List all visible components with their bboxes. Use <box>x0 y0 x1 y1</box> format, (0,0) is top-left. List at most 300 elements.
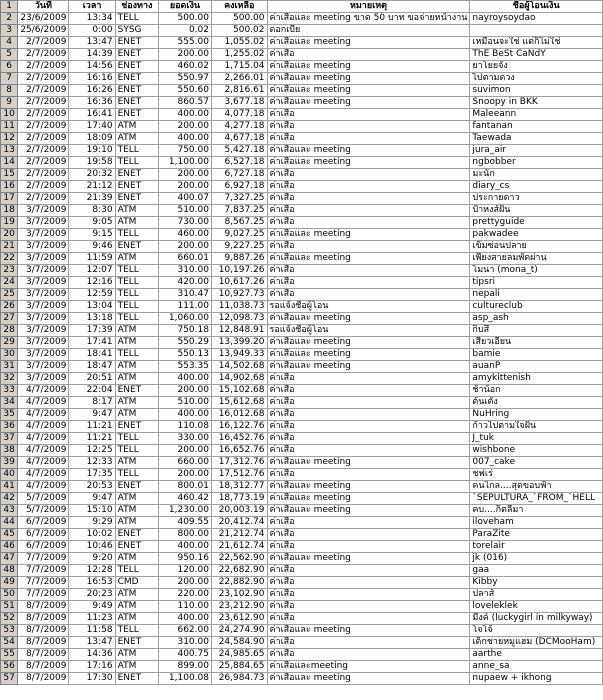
cell-sender[interactable]: jura_air <box>470 145 603 157</box>
cell-time[interactable]: 12:28 <box>69 565 115 577</box>
cell-sender[interactable]: `SEPULTURA_`FROM_`HELL <box>470 493 603 505</box>
cell-balance[interactable]: 22,682.90 <box>211 565 267 577</box>
cell-time[interactable]: 21:12 <box>69 181 115 193</box>
cell-note[interactable]: ค่าเสื้อและ meeting <box>267 229 470 241</box>
cell-note[interactable]: ค่าเสื้อ <box>267 589 470 601</box>
cell-balance[interactable]: 21,612.74 <box>211 541 267 553</box>
cell-time[interactable]: 10:02 <box>69 529 115 541</box>
row-number[interactable]: 52 <box>1 613 18 625</box>
cell-sender[interactable]: โมนา (mona_t) <box>470 265 603 277</box>
cell-time[interactable]: 11:59 <box>69 253 115 265</box>
cell-balance[interactable]: 23,612.90 <box>211 613 267 625</box>
cell-amount[interactable]: 200.00 <box>158 121 211 133</box>
cell-channel[interactable]: TELL <box>115 301 158 313</box>
cell-sender[interactable]: J_tuk <box>470 433 603 445</box>
cell-channel[interactable]: ATM <box>115 373 158 385</box>
cell-sender[interactable]: iloveham <box>470 517 603 529</box>
cell-note[interactable]: ค่าเสื้อ <box>267 649 470 661</box>
cell-date[interactable]: 8/7/2009 <box>18 625 69 637</box>
cell-balance[interactable]: 16,012.68 <box>211 409 267 421</box>
cell-date[interactable]: 2/7/2009 <box>18 121 69 133</box>
cell-note[interactable]: ค่าเสื้อ <box>267 277 470 289</box>
cell-amount[interactable]: 460.42 <box>158 493 211 505</box>
cell-date[interactable]: 2/7/2009 <box>18 49 69 61</box>
cell-note[interactable]: ค่าเสื้อและ meeting <box>267 61 470 73</box>
cell-sender[interactable]: กิ๊บสึ <box>470 325 603 337</box>
cell-sender[interactable]: jk (016) <box>470 553 603 565</box>
cell-sender[interactable]: NuHring <box>470 409 603 421</box>
cell-date[interactable]: 8/7/2009 <box>18 601 69 613</box>
cell-channel[interactable]: ENET <box>115 673 158 685</box>
cell-channel[interactable]: ATM <box>115 601 158 613</box>
row-number[interactable]: 14 <box>1 157 18 169</box>
cell-balance[interactable]: 1,255.02 <box>211 49 267 61</box>
cell-balance[interactable]: 1,715.04 <box>211 61 267 73</box>
cell-sender[interactable]: Maleeann <box>470 109 603 121</box>
cell-note[interactable]: รอแจ้งชื่อผู้โอน <box>267 325 470 337</box>
cell-balance[interactable]: 26,984.73 <box>211 673 267 685</box>
row-number[interactable]: 10 <box>1 109 18 121</box>
cell-time[interactable]: 11:21 <box>69 433 115 445</box>
cell-note[interactable]: ค่าเสื้อ <box>267 613 470 625</box>
row-number[interactable]: 2 <box>1 13 18 25</box>
cell-sender[interactable]: ParaZite <box>470 529 603 541</box>
cell-amount[interactable]: 550.60 <box>158 85 211 97</box>
cell-balance[interactable]: 24,985.65 <box>211 649 267 661</box>
cell-amount[interactable]: 400.07 <box>158 193 211 205</box>
cell-sender[interactable]: ช้าน้อก <box>470 385 603 397</box>
row-number[interactable]: 13 <box>1 145 18 157</box>
cell-sender[interactable]: loveleklek <box>470 601 603 613</box>
row-number[interactable]: 8 <box>1 85 18 97</box>
cell-note[interactable]: ค่าเสื้อ <box>267 529 470 541</box>
cell-balance[interactable]: 13,949.33 <box>211 349 267 361</box>
row-number[interactable]: 5 <box>1 49 18 61</box>
cell-balance[interactable]: 4,077.18 <box>211 109 267 121</box>
cell-date[interactable]: 6/7/2009 <box>18 517 69 529</box>
cell-time[interactable]: 18:47 <box>69 361 115 373</box>
cell-channel[interactable]: ATM <box>115 649 158 661</box>
row-number[interactable]: 42 <box>1 493 18 505</box>
row-number[interactable]: 26 <box>1 301 18 313</box>
cell-time[interactable]: 17:40 <box>69 121 115 133</box>
cell-time[interactable]: 17:16 <box>69 661 115 673</box>
cell-channel[interactable]: ATM <box>115 613 158 625</box>
cell-date[interactable]: 3/7/2009 <box>18 349 69 361</box>
cell-amount[interactable]: 200.00 <box>158 385 211 397</box>
cell-amount[interactable]: 660.01 <box>158 253 211 265</box>
cell-sender[interactable]: nayroysoydao <box>470 13 603 25</box>
cell-date[interactable]: 2/7/2009 <box>18 193 69 205</box>
cell-amount[interactable]: 1,100.08 <box>158 673 211 685</box>
cell-note[interactable]: ค่าเสื้อ <box>267 193 470 205</box>
cell-channel[interactable]: ATM <box>115 409 158 421</box>
cell-date[interactable]: 4/7/2009 <box>18 385 69 397</box>
row-number[interactable]: 48 <box>1 565 18 577</box>
cell-note[interactable]: ค่าเสื้อ <box>267 289 470 301</box>
cell-date[interactable]: 2/7/2009 <box>18 157 69 169</box>
cell-sender[interactable]: ยาโยยจัง <box>470 61 603 73</box>
row-number[interactable]: 6 <box>1 61 18 73</box>
cell-channel[interactable]: ATM <box>115 517 158 529</box>
cell-amount[interactable]: 750.00 <box>158 145 211 157</box>
cell-note[interactable]: ค่าเสื้อ <box>267 49 470 61</box>
cell-balance[interactable]: 12,848.91 <box>211 325 267 337</box>
cell-date[interactable]: 3/7/2009 <box>18 277 69 289</box>
cell-sender[interactable]: 007_cake <box>470 457 603 469</box>
cell-note[interactable]: ค่าเสื้อ <box>267 205 470 217</box>
row-number[interactable]: 11 <box>1 121 18 133</box>
cell-amount[interactable]: 310.00 <box>158 265 211 277</box>
cell-time[interactable]: 20:51 <box>69 373 115 385</box>
cell-note[interactable]: ค่าเสื้อ <box>267 409 470 421</box>
cell-channel[interactable]: TELL <box>115 145 158 157</box>
cell-note[interactable]: ค่าเสื้อ <box>267 385 470 397</box>
cell-balance[interactable]: 11,038.73 <box>211 301 267 313</box>
cell-time[interactable]: 18:41 <box>69 349 115 361</box>
cell-date[interactable]: 2/7/2009 <box>18 145 69 157</box>
cell-balance[interactable]: 500.00 <box>211 13 267 25</box>
cell-sender[interactable]: tipsri <box>470 277 603 289</box>
row-number[interactable]: 41 <box>1 481 18 493</box>
cell-note[interactable]: ค่าเสื้อ <box>267 265 470 277</box>
cell-balance[interactable]: 24,274.90 <box>211 625 267 637</box>
cell-note[interactable]: ค่าเสื้อ <box>267 517 470 529</box>
cell-time[interactable]: 13:34 <box>69 13 115 25</box>
cell-note[interactable]: ค่าเสื้อ <box>267 601 470 613</box>
cell-channel[interactable]: TELL <box>115 277 158 289</box>
cell-balance[interactable]: 10,927.73 <box>211 289 267 301</box>
cell-sender[interactable]: diary_cs <box>470 181 603 193</box>
cell-time[interactable]: 21:39 <box>69 193 115 205</box>
cell-balance[interactable]: 6,927.18 <box>211 181 267 193</box>
cell-sender[interactable]: ThE BeSt CaNdY <box>470 49 603 61</box>
cell-date[interactable]: 3/7/2009 <box>18 325 69 337</box>
row-number[interactable]: 36 <box>1 421 18 433</box>
cell-balance[interactable]: 25,884.65 <box>211 661 267 673</box>
cell-date[interactable]: 3/7/2009 <box>18 301 69 313</box>
cell-balance[interactable]: 23,212.90 <box>211 601 267 613</box>
cell-channel[interactable]: ENET <box>115 541 158 553</box>
cell-note[interactable]: ค่าเสื้อ <box>267 169 470 181</box>
cell-time[interactable]: 20:32 <box>69 169 115 181</box>
cell-date[interactable]: 4/7/2009 <box>18 409 69 421</box>
cell-balance[interactable]: 18,312.77 <box>211 481 267 493</box>
cell-note[interactable]: ค่าเสื้อและ meeting <box>267 145 470 157</box>
cell-balance[interactable]: 2,816.61 <box>211 85 267 97</box>
cell-sender[interactable]: suvimon <box>470 85 603 97</box>
row-number[interactable]: 3 <box>1 25 18 37</box>
cell-channel[interactable]: ATM <box>115 133 158 145</box>
row-number[interactable]: 4 <box>1 37 18 49</box>
cell-channel[interactable]: ATM <box>115 553 158 565</box>
cell-sender[interactable]: มีงค์ (luckygirl in milkyway) <box>470 613 603 625</box>
cell-date[interactable]: 6/7/2009 <box>18 541 69 553</box>
cell-channel[interactable]: ENET <box>115 109 158 121</box>
cell-sender[interactable]: ปลาส์ <box>470 589 603 601</box>
cell-date[interactable]: 2/7/2009 <box>18 181 69 193</box>
cell-time[interactable]: 17:39 <box>69 325 115 337</box>
cell-date[interactable]: 23/6/2009 <box>18 13 69 25</box>
cell-note[interactable]: ค่าเสื้อและ meeting <box>267 37 470 49</box>
cell-sender[interactable]: ประกายดาว <box>470 193 603 205</box>
cell-note[interactable]: ค่าเสื้อ <box>267 133 470 145</box>
cell-date[interactable]: 4/7/2009 <box>18 445 69 457</box>
cell-channel[interactable]: ENET <box>115 241 158 253</box>
cell-sender[interactable]: ชฟเร่ <box>470 469 603 481</box>
cell-note[interactable]: ค่าเสื้อ <box>267 433 470 445</box>
cell-time[interactable]: 13:47 <box>69 637 115 649</box>
cell-balance[interactable]: 6,527.18 <box>211 157 267 169</box>
cell-note[interactable]: ค่าเสื้อ <box>267 577 470 589</box>
cell-time[interactable]: 11:58 <box>69 625 115 637</box>
cell-balance[interactable]: 16,122.76 <box>211 421 267 433</box>
cell-balance[interactable]: 18,773.19 <box>211 493 267 505</box>
cell-note[interactable]: ค่าเสื้อและ meeting <box>267 481 470 493</box>
column-header-balance[interactable]: คงเหลือ <box>211 1 267 13</box>
cell-note[interactable]: ค่าเสื้อ <box>267 121 470 133</box>
cell-date[interactable]: 25/6/2009 <box>18 25 69 37</box>
cell-amount[interactable]: 310.47 <box>158 289 211 301</box>
cell-time[interactable]: 17:30 <box>69 673 115 685</box>
row-number[interactable]: 34 <box>1 397 18 409</box>
row-number[interactable]: 50 <box>1 589 18 601</box>
cell-balance[interactable]: 17,512.76 <box>211 469 267 481</box>
cell-date[interactable]: 7/7/2009 <box>18 553 69 565</box>
cell-note[interactable]: ค่าเสื้อและ meeting <box>267 157 470 169</box>
cell-time[interactable]: 9:05 <box>69 217 115 229</box>
cell-time[interactable]: 13:04 <box>69 301 115 313</box>
cell-sender[interactable]: ก้าวไปตามใจฝัน <box>470 421 603 433</box>
cell-time[interactable]: 16:26 <box>69 85 115 97</box>
cell-channel[interactable]: ENET <box>115 529 158 541</box>
cell-date[interactable]: 7/7/2009 <box>18 577 69 589</box>
cell-note[interactable]: ค่าเสื้อและ meeting <box>267 73 470 85</box>
cell-date[interactable]: 4/7/2009 <box>18 457 69 469</box>
cell-note[interactable]: ค่าเสื้อ <box>267 421 470 433</box>
cell-date[interactable]: 4/7/2009 <box>18 397 69 409</box>
cell-channel[interactable]: TELL <box>115 469 158 481</box>
cell-channel[interactable]: ATM <box>115 505 158 517</box>
cell-channel[interactable]: ATM <box>115 457 158 469</box>
cell-amount[interactable]: 409.55 <box>158 517 211 529</box>
cell-date[interactable]: 3/7/2009 <box>18 205 69 217</box>
cell-channel[interactable]: TELL <box>115 289 158 301</box>
cell-time[interactable]: 9:46 <box>69 241 115 253</box>
cell-sender[interactable]: wishbone <box>470 445 603 457</box>
cell-balance[interactable]: 24,584.90 <box>211 637 267 649</box>
cell-time[interactable]: 9:47 <box>69 493 115 505</box>
cell-amount[interactable]: 200.00 <box>158 169 211 181</box>
cell-amount[interactable]: 1,230.00 <box>158 505 211 517</box>
cell-channel[interactable]: ENET <box>115 481 158 493</box>
cell-amount[interactable]: 750.18 <box>158 325 211 337</box>
cell-sender[interactable] <box>470 25 603 37</box>
cell-sender[interactable]: cultureclub <box>470 301 603 313</box>
cell-time[interactable]: 15:10 <box>69 505 115 517</box>
cell-channel[interactable]: ATM <box>115 337 158 349</box>
cell-balance[interactable]: 7,327.25 <box>211 193 267 205</box>
cell-time[interactable]: 8:30 <box>69 205 115 217</box>
cell-channel[interactable]: TELL <box>115 349 158 361</box>
column-header-channel[interactable]: ช่องทาง <box>115 1 158 13</box>
cell-note[interactable]: ค่าเสื้อและ meeting <box>267 349 470 361</box>
cell-date[interactable]: 3/7/2009 <box>18 241 69 253</box>
cell-date[interactable]: 3/7/2009 <box>18 229 69 241</box>
cell-channel[interactable]: ENET <box>115 97 158 109</box>
cell-balance[interactable]: 9,887.26 <box>211 253 267 265</box>
cell-amount[interactable]: 550.13 <box>158 349 211 361</box>
row-number[interactable]: 9 <box>1 97 18 109</box>
row-number[interactable]: 22 <box>1 253 18 265</box>
cell-sender[interactable]: torelair <box>470 541 603 553</box>
cell-balance[interactable]: 7,837.25 <box>211 205 267 217</box>
column-header-date[interactable]: วันที่ <box>18 1 69 13</box>
cell-note[interactable]: ค่าเสื้อ <box>267 373 470 385</box>
cell-balance[interactable]: 10,197.26 <box>211 265 267 277</box>
cell-time[interactable]: 14:39 <box>69 49 115 61</box>
cell-time[interactable]: 9:47 <box>69 409 115 421</box>
cell-channel[interactable]: ATM <box>115 589 158 601</box>
cell-sender[interactable]: nepali <box>470 289 603 301</box>
cell-channel[interactable]: SYSG <box>115 25 158 37</box>
row-number[interactable]: 57 <box>1 673 18 685</box>
cell-amount[interactable]: 200.00 <box>158 49 211 61</box>
cell-balance[interactable]: 12,098.73 <box>211 313 267 325</box>
cell-balance[interactable]: 3,677.18 <box>211 97 267 109</box>
row-number[interactable]: 7 <box>1 73 18 85</box>
cell-balance[interactable]: 15,612.68 <box>211 397 267 409</box>
cell-channel[interactable]: ATM <box>115 205 158 217</box>
row-number[interactable]: 19 <box>1 217 18 229</box>
cell-time[interactable]: 13:18 <box>69 313 115 325</box>
column-header-time[interactable]: เวลา <box>69 1 115 13</box>
row-number[interactable]: 27 <box>1 313 18 325</box>
cell-date[interactable]: 2/7/2009 <box>18 85 69 97</box>
cell-date[interactable]: 7/7/2009 <box>18 589 69 601</box>
row-number[interactable]: 18 <box>1 205 18 217</box>
cell-amount[interactable]: 460.02 <box>158 61 211 73</box>
cell-note[interactable]: ค่าเสื้อและ meeting ขาด 50 บาท ขอจ่ายหน้างาน <box>267 13 470 25</box>
row-number[interactable]: 44 <box>1 517 18 529</box>
row-number[interactable]: 45 <box>1 529 18 541</box>
cell-balance[interactable]: 14,502.68 <box>211 361 267 373</box>
cell-balance[interactable]: 20,412.74 <box>211 517 267 529</box>
cell-note[interactable]: ค่าเสื้อและ meeting <box>267 457 470 469</box>
cell-channel[interactable]: TELL <box>115 445 158 457</box>
cell-date[interactable]: 2/7/2009 <box>18 61 69 73</box>
cell-date[interactable]: 2/7/2009 <box>18 133 69 145</box>
cell-date[interactable]: 2/7/2009 <box>18 73 69 85</box>
cell-balance[interactable]: 15,102.68 <box>211 385 267 397</box>
column-header-sender[interactable]: ชื่อผู้โอนเงิน <box>470 1 603 13</box>
row-number[interactable]: 38 <box>1 445 18 457</box>
cell-time[interactable]: 19:58 <box>69 157 115 169</box>
cell-channel[interactable]: ATM <box>115 361 158 373</box>
row-number[interactable]: 47 <box>1 553 18 565</box>
cell-channel[interactable]: ATM <box>115 121 158 133</box>
cell-date[interactable]: 4/7/2009 <box>18 481 69 493</box>
cell-sender[interactable]: คนไกล....สุดขอบฟ้า <box>470 481 603 493</box>
row-number[interactable]: 49 <box>1 577 18 589</box>
cell-amount[interactable]: 1,100.00 <box>158 157 211 169</box>
cell-amount[interactable]: 400.75 <box>158 649 211 661</box>
cell-amount[interactable]: 200.00 <box>158 181 211 193</box>
cell-balance[interactable]: 2,266.01 <box>211 73 267 85</box>
cell-channel[interactable]: TELL <box>115 313 158 325</box>
cell-time[interactable]: 10:46 <box>69 541 115 553</box>
cell-amount[interactable]: 500.00 <box>158 13 211 25</box>
cell-balance[interactable]: 4,277.18 <box>211 121 267 133</box>
cell-balance[interactable]: 13,399.20 <box>211 337 267 349</box>
cell-sender[interactable]: เข็มซ่อนปลาย <box>470 241 603 253</box>
row-number[interactable]: 21 <box>1 241 18 253</box>
cell-date[interactable]: 3/7/2009 <box>18 265 69 277</box>
row-number[interactable]: 54 <box>1 637 18 649</box>
cell-note[interactable]: ค่าเสื้อและ meeting <box>267 505 470 517</box>
cell-channel[interactable]: ENET <box>115 637 158 649</box>
cell-note[interactable]: ค่าเสื้อ <box>267 109 470 121</box>
cell-amount[interactable]: 200.00 <box>158 445 211 457</box>
row-number[interactable]: 1 <box>1 1 18 13</box>
cell-amount[interactable]: 200.00 <box>158 241 211 253</box>
cell-date[interactable]: 2/7/2009 <box>18 97 69 109</box>
cell-amount[interactable]: 310.00 <box>158 637 211 649</box>
cell-amount[interactable]: 200.00 <box>158 577 211 589</box>
cell-note[interactable]: ค่าเสื้อและ meeting <box>267 97 470 109</box>
cell-amount[interactable]: 550.97 <box>158 73 211 85</box>
row-number[interactable]: 16 <box>1 181 18 193</box>
cell-date[interactable]: 8/7/2009 <box>18 673 69 685</box>
cell-balance[interactable]: 20,003.19 <box>211 505 267 517</box>
cell-amount[interactable]: 730.00 <box>158 217 211 229</box>
cell-date[interactable]: 3/7/2009 <box>18 289 69 301</box>
cell-date[interactable]: 8/7/2009 <box>18 637 69 649</box>
cell-note[interactable]: ค่าเสื้อและ meeting <box>267 493 470 505</box>
cell-amount[interactable]: 510.00 <box>158 205 211 217</box>
cell-balance[interactable]: 22,562.90 <box>211 553 267 565</box>
cell-amount[interactable]: 460.00 <box>158 229 211 241</box>
row-number[interactable]: 12 <box>1 133 18 145</box>
cell-channel[interactable]: TELL <box>115 157 158 169</box>
row-number[interactable]: 46 <box>1 541 18 553</box>
cell-sender[interactable]: pakwadee <box>470 229 603 241</box>
cell-amount[interactable]: 110.00 <box>158 601 211 613</box>
cell-time[interactable]: 17:41 <box>69 337 115 349</box>
cell-sender[interactable]: Snoopy in BKK <box>470 97 603 109</box>
cell-sender[interactable]: ป้าหงส์ฝัน <box>470 205 603 217</box>
cell-time[interactable]: 20:23 <box>69 589 115 601</box>
cell-amount[interactable]: 860.57 <box>158 97 211 109</box>
cell-channel[interactable]: ENET <box>115 421 158 433</box>
cell-sender[interactable]: ไปตามดวง <box>470 73 603 85</box>
cell-time[interactable]: 9:29 <box>69 517 115 529</box>
cell-note[interactable]: ค่าเสื้อและ meeting <box>267 553 470 565</box>
cell-time[interactable]: 16:16 <box>69 73 115 85</box>
cell-amount[interactable]: 420.00 <box>158 277 211 289</box>
cell-note[interactable]: ค่าเสื้อและmeeting <box>267 661 470 673</box>
cell-amount[interactable]: 1,060.00 <box>158 313 211 325</box>
cell-note[interactable]: ค่าเสื้อและ meeting <box>267 313 470 325</box>
cell-time[interactable]: 13:47 <box>69 37 115 49</box>
column-header-note[interactable]: หมายเหตุ <box>267 1 470 13</box>
cell-channel[interactable]: TELL <box>115 13 158 25</box>
row-number[interactable]: 37 <box>1 433 18 445</box>
cell-balance[interactable]: 10,617.26 <box>211 277 267 289</box>
cell-amount[interactable]: 220.00 <box>158 589 211 601</box>
cell-sender[interactable]: aarthe <box>470 649 603 661</box>
cell-amount[interactable]: 200.00 <box>158 469 211 481</box>
